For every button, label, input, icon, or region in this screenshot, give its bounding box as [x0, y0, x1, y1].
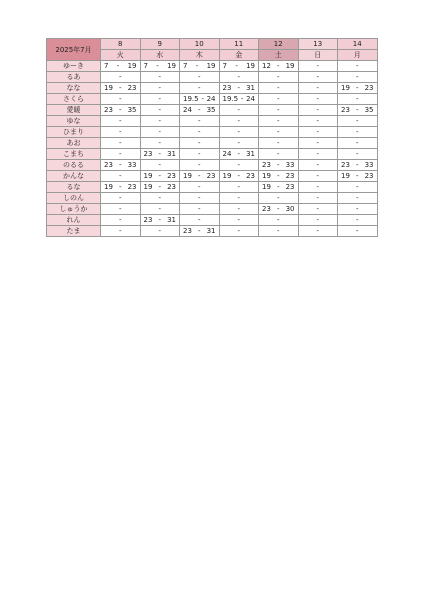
shift-start: 19 — [341, 84, 350, 92]
shift-cell — [338, 171, 378, 182]
shift-cell: - — [101, 127, 141, 138]
shift-cell: - — [259, 127, 299, 138]
shift-cell: - — [180, 215, 220, 226]
staff-name: なな — [47, 83, 101, 94]
shift-cell: - — [259, 116, 299, 127]
shift-cell — [101, 83, 141, 94]
shift-cell — [180, 61, 220, 72]
shift-dash: - — [237, 84, 241, 92]
staff-row — [47, 160, 378, 171]
staff-row — [47, 116, 378, 127]
shift-cell: - — [298, 193, 338, 204]
shift-cell: - — [298, 116, 338, 127]
shift-dash: - — [118, 183, 122, 191]
shift-cell: - — [101, 215, 141, 226]
shift-dash: - — [240, 95, 244, 103]
shift-start: 7 — [222, 62, 227, 70]
shift-end: 23 — [127, 84, 137, 92]
shift-cell: - — [338, 204, 378, 215]
staff-name: るな — [47, 182, 101, 193]
shift-cell — [140, 61, 180, 72]
shift-end: 30 — [285, 205, 295, 213]
shift-cell: - — [298, 83, 338, 94]
shift-cell: - — [338, 138, 378, 149]
shift-end: 35 — [127, 106, 137, 114]
shift-cell: - — [140, 193, 180, 204]
shift-cell: - — [101, 138, 141, 149]
shift-cell: - — [180, 149, 220, 160]
shift-start: 23 — [104, 161, 113, 169]
date-header: 12 — [259, 39, 299, 50]
shift-end: 23 — [127, 183, 137, 191]
shift-dash: - — [237, 150, 241, 158]
shift-cell: - — [259, 138, 299, 149]
shift-cell: - — [259, 105, 299, 116]
shift-cell: - — [259, 83, 299, 94]
shift-cell: - — [298, 138, 338, 149]
shift-cell: - — [298, 94, 338, 105]
shift-end: 23 — [285, 172, 295, 180]
shift-end: 24 — [206, 95, 216, 103]
shift-start: 23 — [262, 161, 271, 169]
date-header: 9 — [140, 39, 180, 50]
weekday-header: 月 — [338, 50, 378, 61]
shift-dash: - — [276, 161, 280, 169]
shift-cell: - — [219, 116, 259, 127]
weekday-header: 火 — [101, 50, 141, 61]
shift-end: 35 — [364, 106, 374, 114]
shift-cell: - — [140, 105, 180, 116]
shift-cell: - — [219, 160, 259, 171]
date-header: 8 — [101, 39, 141, 50]
shift-dash: - — [118, 106, 122, 114]
staff-name: かんな — [47, 171, 101, 182]
shift-cell: - — [140, 127, 180, 138]
shift-cell: - — [219, 127, 259, 138]
shift-cell — [140, 215, 180, 226]
shift-cell: - — [338, 94, 378, 105]
shift-start: 12 — [262, 62, 271, 70]
shift-dash: - — [195, 62, 199, 70]
shift-start: 19 — [222, 172, 232, 180]
shift-cell: - — [298, 171, 338, 182]
staff-row — [47, 127, 378, 138]
shift-dash: - — [197, 106, 201, 114]
shift-cell: - — [219, 226, 259, 237]
shift-cell: - — [298, 182, 338, 193]
shift-end: 19 — [285, 62, 295, 70]
staff-name: ゆーき — [47, 61, 101, 72]
shift-cell — [338, 105, 378, 116]
shift-cell — [259, 204, 299, 215]
staff-row — [47, 215, 378, 226]
shift-end: 24 — [246, 95, 255, 103]
staff-row — [47, 83, 378, 94]
staff-row — [47, 94, 378, 105]
shift-cell — [101, 182, 141, 193]
shift-cell: - — [140, 204, 180, 215]
shift-start: 19 — [183, 172, 192, 180]
shift-cell: - — [180, 182, 220, 193]
shift-cell: - — [298, 160, 338, 171]
shift-cell: - — [101, 116, 141, 127]
shift-cell: - — [101, 149, 141, 160]
weekday-header: 水 — [140, 50, 180, 61]
date-header: 13 — [298, 39, 338, 50]
staff-row — [47, 61, 378, 72]
shift-cell — [140, 171, 180, 182]
shift-cell — [219, 171, 259, 182]
staff-name: のるる — [47, 160, 101, 171]
shift-cell — [180, 94, 220, 105]
shift-dash: - — [158, 172, 162, 180]
shift-start: 23 — [143, 216, 153, 224]
shift-cell: - — [219, 193, 259, 204]
shift-cell: - — [259, 72, 299, 83]
shift-cell: - — [298, 127, 338, 138]
shift-dash: - — [355, 161, 359, 169]
shift-dash: - — [235, 62, 238, 70]
shift-start: 7 — [143, 62, 148, 70]
shift-cell — [101, 105, 141, 116]
shift-start: 23 — [262, 205, 271, 213]
shift-start: 23 — [341, 106, 350, 114]
staff-row — [47, 105, 378, 116]
weekday-header: 木 — [180, 50, 220, 61]
date-header: 11 — [219, 39, 259, 50]
shift-dash: - — [158, 216, 162, 224]
shift-cell: - — [140, 72, 180, 83]
shift-end: 33 — [127, 161, 137, 169]
shift-dash: - — [118, 161, 122, 169]
shift-end: 23 — [167, 172, 176, 180]
shift-dash: - — [118, 84, 122, 92]
shift-dash: - — [197, 227, 201, 235]
shift-cell: - — [259, 149, 299, 160]
shift-cell — [259, 171, 299, 182]
staff-name: 愛暖 — [47, 105, 101, 116]
staff-name: るあ — [47, 72, 101, 83]
staff-row — [47, 182, 378, 193]
shift-cell: - — [259, 193, 299, 204]
shift-cell: - — [180, 193, 220, 204]
shift-cell: - — [338, 127, 378, 138]
staff-name: こまち — [47, 149, 101, 160]
shift-cell: - — [180, 204, 220, 215]
shift-cell — [101, 160, 141, 171]
shift-cell — [219, 83, 259, 94]
shift-cell: - — [180, 116, 220, 127]
staff-name: れん — [47, 215, 101, 226]
shift-start: 19 — [143, 183, 153, 191]
shift-dash: - — [276, 172, 280, 180]
shift-cell: - — [298, 61, 338, 72]
shift-cell: - — [298, 105, 338, 116]
weekday-header: 金 — [219, 50, 259, 61]
shift-dash: - — [355, 106, 359, 114]
shift-start: 19 — [143, 172, 153, 180]
month-title: 2025年7月 — [47, 39, 101, 61]
shift-end: 31 — [246, 84, 255, 92]
shift-cell: - — [298, 204, 338, 215]
shift-cell: - — [338, 116, 378, 127]
shift-cell — [338, 83, 378, 94]
shift-cell: - — [338, 61, 378, 72]
shift-start: 23 — [143, 150, 153, 158]
shift-dash: - — [197, 172, 201, 180]
staff-name: たま — [47, 226, 101, 237]
shift-cell: - — [140, 116, 180, 127]
shift-cell: - — [259, 215, 299, 226]
staff-name: しのん — [47, 193, 101, 204]
shift-dash: - — [276, 62, 280, 70]
staff-name: しゅうか — [47, 204, 101, 215]
shift-cell: - — [219, 72, 259, 83]
shift-end: 19 — [206, 62, 216, 70]
shift-cell: - — [101, 193, 141, 204]
shift-dash: - — [158, 150, 162, 158]
shift-end: 19 — [167, 62, 176, 70]
shift-cell: - — [140, 226, 180, 237]
weekday-header: 土 — [259, 50, 299, 61]
shift-end: 23 — [285, 183, 295, 191]
shift-start: 7 — [183, 62, 188, 70]
shift-end: 19 — [246, 62, 255, 70]
shift-cell: - — [259, 94, 299, 105]
shift-dash: - — [158, 183, 162, 191]
shift-cell — [338, 160, 378, 171]
date-header: 10 — [180, 39, 220, 50]
shift-dash: - — [237, 172, 241, 180]
shift-cell — [140, 149, 180, 160]
shift-cell: - — [180, 160, 220, 171]
weekday-header: 日 — [298, 50, 338, 61]
staff-row — [47, 138, 378, 149]
shift-end: 23 — [246, 172, 255, 180]
shift-cell: - — [338, 193, 378, 204]
shift-dash: - — [156, 62, 159, 70]
shift-end: 23 — [364, 172, 374, 180]
shift-cell: - — [219, 105, 259, 116]
shift-cell: - — [180, 127, 220, 138]
shift-cell: - — [101, 226, 141, 237]
shift-start: 23 — [183, 227, 192, 235]
shift-cell — [219, 61, 259, 72]
shift-cell — [101, 61, 141, 72]
shift-cell — [219, 94, 259, 105]
shift-cell: - — [140, 94, 180, 105]
shift-start: 19.5 — [222, 95, 239, 103]
shift-end: 23 — [364, 84, 374, 92]
shift-cell — [180, 171, 220, 182]
staff-row — [47, 226, 378, 237]
shift-end: 35 — [206, 106, 216, 114]
shift-cell: - — [140, 160, 180, 171]
staff-name: さくら — [47, 94, 101, 105]
shift-cell — [259, 182, 299, 193]
shift-end: 33 — [364, 161, 374, 169]
shift-cell: - — [219, 204, 259, 215]
staff-name: ゆな — [47, 116, 101, 127]
shift-cell: - — [219, 138, 259, 149]
shift-start: 19 — [341, 172, 350, 180]
shift-start: 19 — [262, 183, 271, 191]
shift-dash: - — [355, 172, 359, 180]
shift-cell: - — [298, 72, 338, 83]
shift-cell: - — [338, 215, 378, 226]
shift-cell: - — [140, 83, 180, 94]
shift-cell: - — [259, 226, 299, 237]
shift-start: 19.5 — [183, 95, 199, 103]
staff-name: あお — [47, 138, 101, 149]
staff-row — [47, 72, 378, 83]
shift-start: 19 — [104, 84, 113, 92]
shift-dash: - — [201, 95, 204, 103]
shift-cell: - — [180, 72, 220, 83]
shift-start: 24 — [222, 150, 232, 158]
shift-cell: - — [338, 182, 378, 193]
shift-cell — [180, 105, 220, 116]
shift-dash: - — [276, 183, 280, 191]
shift-cell: - — [140, 138, 180, 149]
shift-start: 23 — [222, 84, 232, 92]
staff-row — [47, 204, 378, 215]
shift-cell: - — [219, 215, 259, 226]
shift-end: 31 — [167, 150, 176, 158]
shift-end: 31 — [167, 216, 176, 224]
shift-dash: - — [116, 62, 120, 70]
shift-dash: - — [276, 205, 280, 213]
shift-end: 19 — [127, 62, 137, 70]
shift-cell — [259, 160, 299, 171]
shift-cell: - — [180, 138, 220, 149]
shift-cell: - — [338, 226, 378, 237]
shift-start: 7 — [104, 62, 109, 70]
shift-cell: - — [101, 171, 141, 182]
shift-start: 23 — [104, 106, 113, 114]
shift-schedule-table — [46, 38, 378, 237]
shift-cell — [180, 226, 220, 237]
staff-name: ひまり — [47, 127, 101, 138]
shift-cell — [219, 149, 259, 160]
shift-start: 19 — [104, 183, 113, 191]
shift-start: 24 — [183, 106, 192, 114]
shift-cell: - — [338, 72, 378, 83]
shift-end: 31 — [246, 150, 255, 158]
shift-cell: - — [101, 204, 141, 215]
staff-row — [47, 171, 378, 182]
staff-row — [47, 149, 378, 160]
shift-cell: - — [298, 149, 338, 160]
shift-cell: - — [338, 149, 378, 160]
shift-cell: - — [180, 83, 220, 94]
staff-row — [47, 193, 378, 204]
shift-start: 23 — [341, 161, 350, 169]
shift-end: 33 — [285, 161, 295, 169]
shift-cell: - — [101, 94, 141, 105]
shift-dash: - — [355, 84, 359, 92]
shift-cell: - — [101, 72, 141, 83]
shift-cell — [140, 182, 180, 193]
shift-cell: - — [298, 215, 338, 226]
shift-cell: - — [219, 182, 259, 193]
date-header: 14 — [338, 39, 378, 50]
shift-start: 19 — [262, 172, 271, 180]
shift-end: 31 — [206, 227, 216, 235]
shift-end: 23 — [167, 183, 176, 191]
shift-cell — [259, 61, 299, 72]
shift-cell: - — [298, 226, 338, 237]
shift-end: 23 — [206, 172, 216, 180]
header-date-row — [47, 39, 378, 50]
